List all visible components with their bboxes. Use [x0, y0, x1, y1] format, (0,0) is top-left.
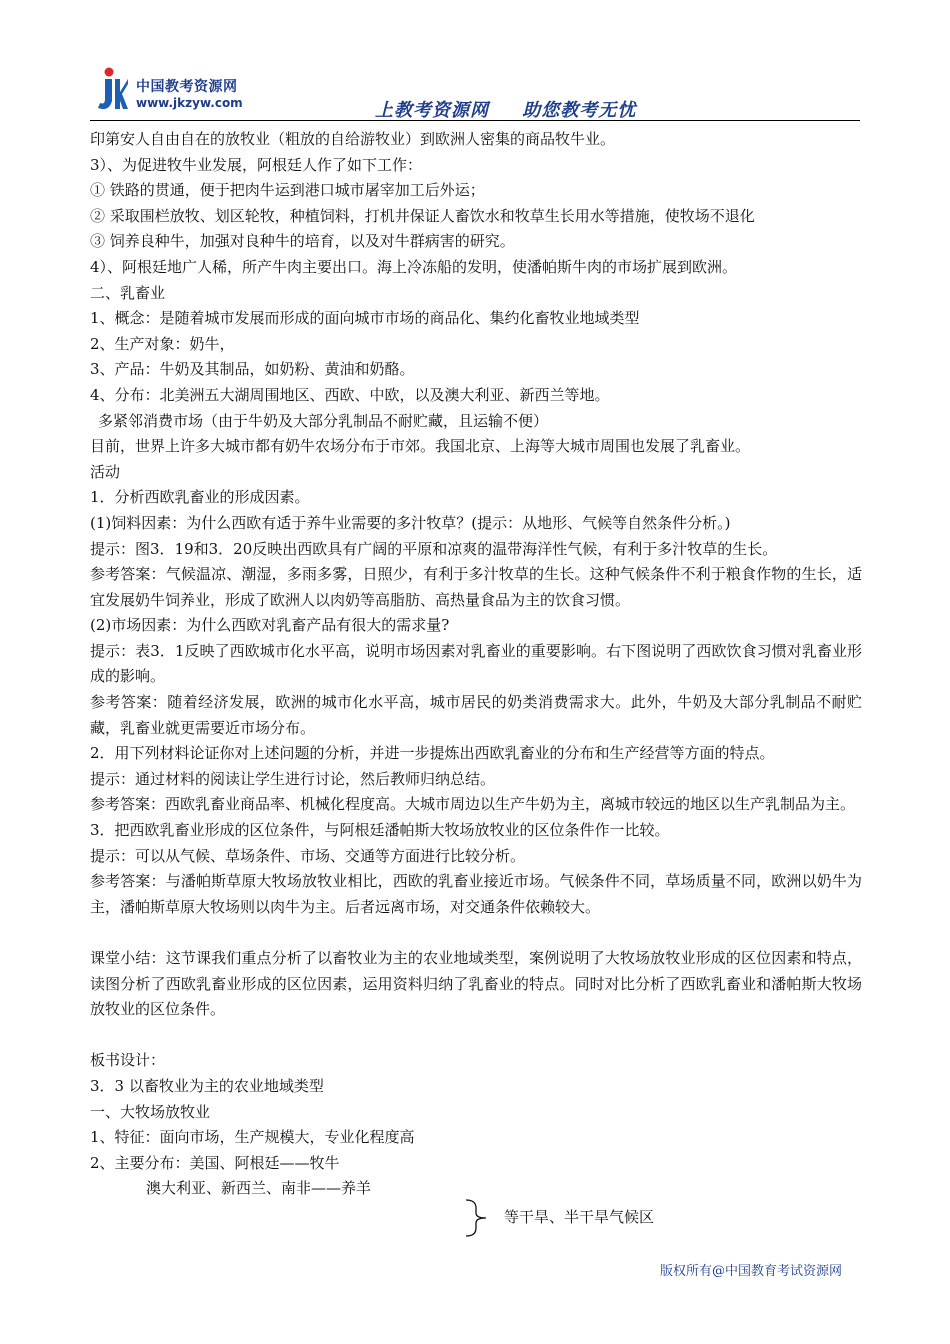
spacer	[90, 920, 862, 946]
spacer	[90, 1023, 862, 1049]
body-paragraph: 参考答案：西欧乳畜业商品率、机械化程度高。大城市周边以生产牛奶为主，离城市较远的地区以生产乳制品为主。	[90, 795, 856, 814]
body-line: 提示：可以从气候、草场条件、市场、交通等方面进行比较分析。	[90, 846, 526, 865]
header-slogan: 上教考资源网 助您教考无忧	[375, 100, 637, 121]
jk-logo-icon	[95, 66, 129, 114]
body-line: 目前，世界上许多大城市都有奶牛农场分布于市郊。我国北京、上海等大城市周围也发展了乳畜业。	[90, 437, 751, 456]
body-paragraph: 提示：表3．1反映了西欧城市化水平高，说明市场因素对乳畜业的重要影响。右下图说明了西欧饮食习惯对乳畜业形成的影响。	[90, 641, 862, 686]
body-line: 印第安人自由自在的放牧业（粗放的自给游牧业）到欧洲人密集的商品牧牛业。	[90, 130, 616, 148]
header-divider	[90, 120, 860, 121]
body-line: 2．用下列材料论证你对上述问题的分析，并进一步提炼出西欧乳畜业的分布和生产经营等方面的特点。	[90, 744, 775, 763]
right-brace-icon	[462, 1198, 498, 1238]
body-paragraph: 参考答案：与潘帕斯草原大牧场放牧业相比，西欧的乳畜业接近市场。气候条件不同，草场质量不同，欧洲以奶牛为主，潘帕斯草原大牧场则以肉牛为主。后者远离市场，对交通条件依赖较大。	[90, 872, 862, 916]
logo-site-url[interactable]: www.jkzyw.com	[136, 96, 243, 110]
body-line: 一、大牧场放牧业	[90, 1102, 211, 1121]
section-heading: 活动	[90, 462, 121, 481]
brace-note: 等干旱、半干旱气候区	[504, 1208, 655, 1226]
document-body	[90, 127, 862, 1202]
body-line: 4）、阿根廷地广人稀，所产牛肉主要出口。海上冷冻船的发明，使潘帕斯牛肉的市场扩展到欧洲。	[90, 257, 738, 276]
body-line: 1、特征：面向市场，生产规模大，专业化程度高	[90, 1128, 415, 1147]
body-line: 澳大利亚、新西兰、南非——养羊	[146, 1179, 372, 1198]
body-line: ② 采取围栏放牧、划区轮牧，种植饲料，打机井保证人畜饮水和牧草生长用水等措施，使牧场不退化	[90, 206, 755, 225]
body-line: 3、产品：牛奶及其制品，如奶粉、黄油和奶酪。	[90, 360, 415, 379]
body-line: 提示：通过材料的阅读让学生进行讨论，然后教师归纳总结。	[90, 769, 496, 788]
body-line: 2、生产对象：奶牛，	[90, 334, 235, 353]
body-line: 3．3 以畜牧业为主的农业地域类型	[90, 1076, 324, 1095]
body-line: 4、分布：北美洲五大湖周围地区、西欧、中欧，以及澳大利亚、新西兰等地。	[90, 385, 610, 404]
body-line: (1)饲料因素：为什么西欧有适于养牛业需要的多汁牧草？(提示：从地形、气候等自然条件分析。)	[90, 513, 731, 532]
body-line: (2)市场因素：为什么西欧对乳畜产品有很大的需求量?	[90, 616, 450, 635]
logo-site-name: 中国教考资源网	[136, 79, 238, 95]
body-line: 1、概念：是随着城市发展而形成的面向城市市场的商品化、集约化畜牧业地域类型	[90, 309, 640, 328]
section-heading: 板书设计：	[90, 1051, 166, 1070]
body-paragraph: 参考答案：随着经济发展，欧洲的城市化水平高，城市居民的奶类消费需求大。此外，牛奶及大部分乳制品不耐贮藏，乳畜业就更需要近市场分布。	[90, 693, 862, 737]
copyright-footer: 版权所有@中国教育考试资源网	[660, 1264, 843, 1279]
body-line: 3）、为促进牧牛业发展，阿根廷人作了如下工作：	[90, 155, 423, 174]
body-line: ③ 饲养良种牛，加强对良种牛的培育，以及对牛群病害的研究。	[90, 232, 515, 251]
body-line: 3．把西欧乳畜业形成的区位条件，与阿根廷潘帕斯大牧场放牧业的区位条件作一比较。	[90, 821, 670, 840]
body-line: ① 铁路的贯通，便于把肉牛运到港口城市屠宰加工后外运；	[90, 181, 485, 200]
body-paragraph: 参考答案：气候温凉、潮湿，多雨多雾，日照少，有利于多汁牧草的生长。这种气候条件不利于粮食作物的生长，适宜发展奶牛饲养业，形成了欧洲人以肉奶等高脂肪、高热量食品为主的饮食习惯。	[90, 565, 862, 609]
body-line: 2、主要分布：美国、阿根廷——牧牛	[90, 1153, 340, 1172]
section-heading: 二、乳畜业	[90, 283, 166, 302]
body-line: 提示：图3．19和3．20反映出西欧具有广阔的平原和凉爽的温带海洋性气候，有利于多汁牧草的生长。	[90, 539, 778, 558]
body-line: 1．分析西欧乳畜业的形成因素。	[90, 488, 310, 507]
body-line: 多紧邻消费市场（由于牛奶及大部分乳制品不耐贮藏，且运输不便）	[98, 411, 549, 430]
page-header	[90, 62, 860, 122]
lesson-summary: 课堂小结：这节课我们重点分析了以畜牧业为主的农业地域类型，案例说明了大牧场放牧业形成的区位因素和特点，读图分析了西欧乳畜业形成的区位因素，运用资料归纳了乳畜业的特点。同时对比分析了西欧乳畜业和潘帕斯大牧场放牧业的区位条件。	[90, 949, 862, 1019]
